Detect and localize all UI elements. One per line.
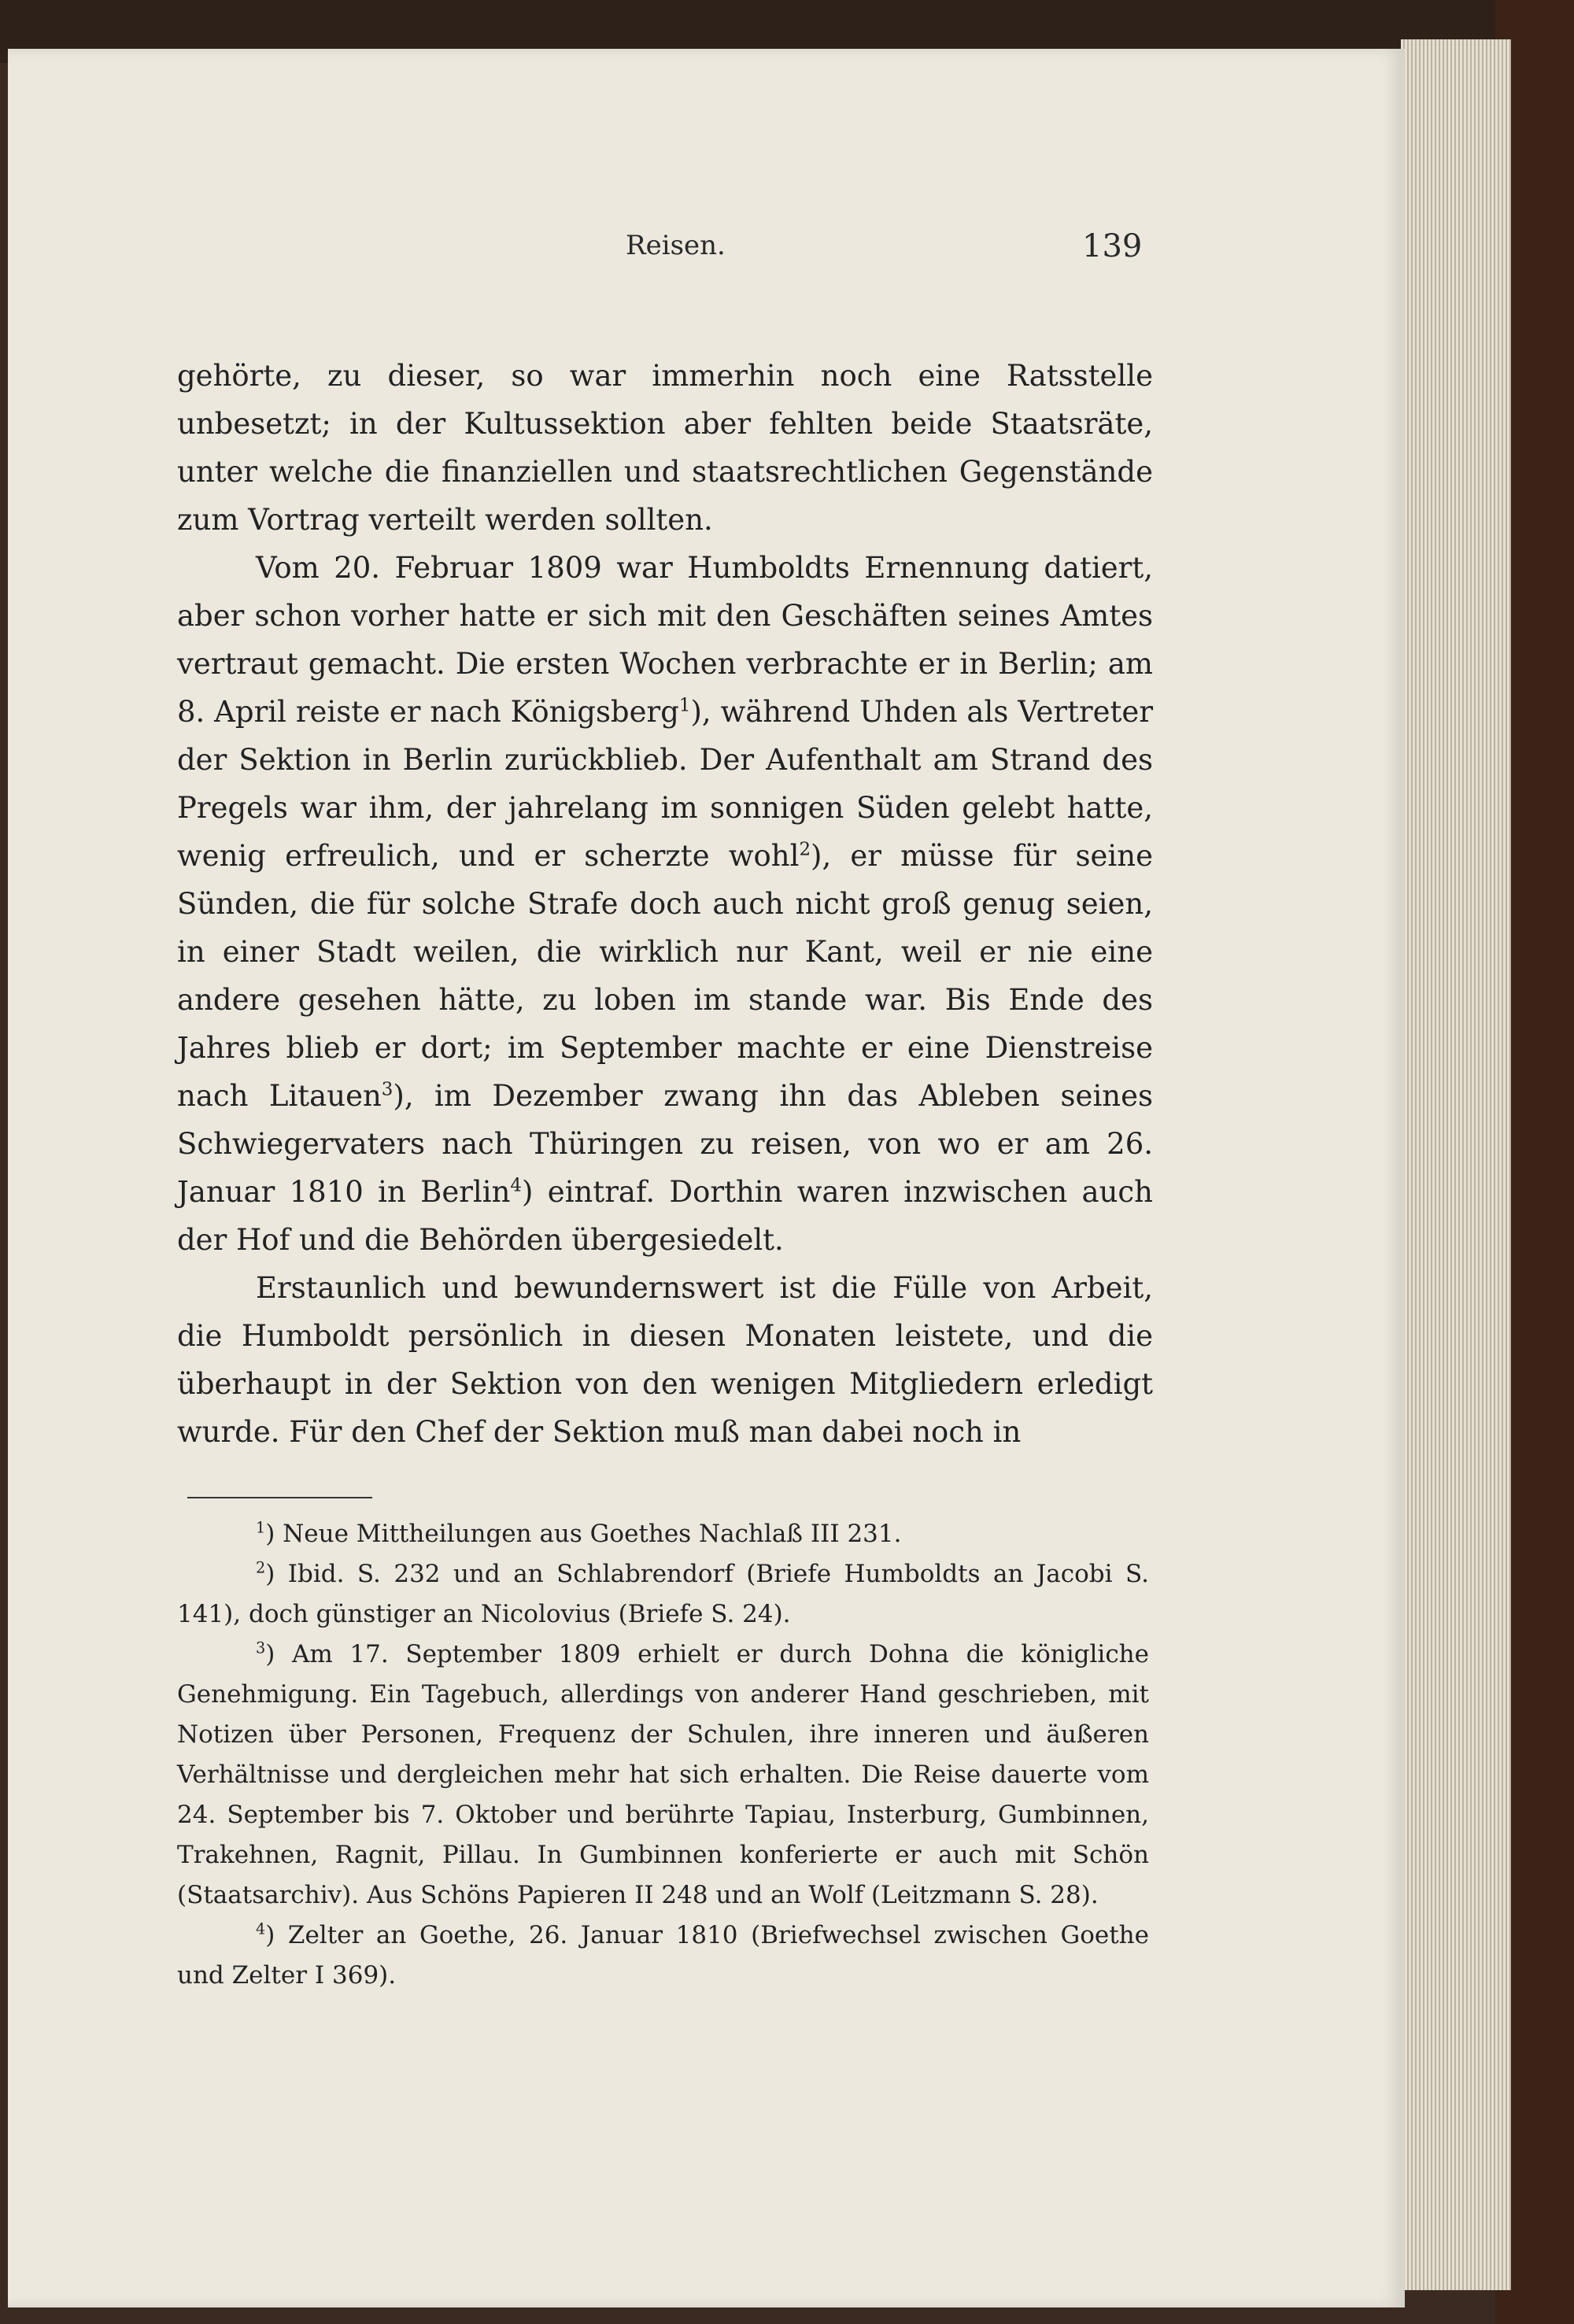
footnote-ref-1: 1 [678,695,691,716]
footnote-4 [177,1916,1149,1996]
paragraph-3: Erstaunlich und bewundernswert ist die Fülle von Arbeit, die Humboldt persönlich in diesen Monaten leistete, und die überhaupt in der Sektion von den wenigen Mitgliedern erledigt wurde. Für den Chef der Sektion muß man dabei noch in [177,1271,1153,1449]
paragraph-1: gehörte, zu dieser, so war immerhin noch eine Ratsstelle unbesetzt; in der Kultussektion aber fehlten beide Staatsräte, unter welche die finanziellen und staatsrechtlichen Gegenstände zum Vortrag verteilt werden sollten. [177,359,1153,537]
footnote-text: ) Zelter an Goethe, 26. Januar 1810 (Briefwechsel zwischen Goethe und Zelter I 369). [177,1921,1149,1990]
footnote-text: ) Am 17. September 1809 erhielt er durch Dohna die königliche Genehmigung. Ein Tagebuch, allerdings von anderer Hand geschrieben, mit Notizen über Personen, Frequenz der Schulen, ihre inneren und äußeren Verhältnisse und dergleichen mehr hat sich erhalten. Die Reise dauerte vom 24. September bis 7. Oktober und berührte Tapiau, Insterburg, Gumbinnen, Trakehnen, Ragnit, Pillau. In Gumbinnen konferierte er auch mit Schön (Staatsarchiv). Aus Schöns Papieren II 248 und an Wolf (Leitzmann S. 28). [177,1640,1149,1909]
page-number: 139 [1082,228,1143,264]
footnote-ref-2: 2 [799,839,811,860]
book-page [8,49,1405,2307]
paragraph-2-part-c: ), er müsse für seine Sünden, die für solche Strafe doch auch nicht groß genug seien, in einer Stadt weilen, die wirklich nur Kant, weil er nie eine andere gesehen hätte, zu loben im stande war. Bis Ende des Jahres blieb er dort; im September machte er eine Dienstreise nach Litauen [177,839,1153,1113]
paragraph-2-part-d: ), im Dezember zwang ihn das Ableben seines Schwiegervaters nach Thüringen zu reisen, von wo er am 26. Januar 1810 in Berlin [177,1079,1153,1209]
body-text [177,352,1153,1456]
footnotes [177,1514,1149,1996]
footnote-mark: 1 [256,1518,266,1537]
paragraph-2-part-e: ) eintraf. Dorthin waren inzwischen auch der Hof und die Behörden übergesiedelt. [177,1175,1153,1257]
page-block-edges [1401,39,1511,2290]
footnote-mark: 2 [256,1558,266,1577]
footnote-mark: 3 [256,1639,266,1657]
footnote-2 [177,1554,1149,1635]
paragraph-2 [177,544,1153,1264]
footnote-3 [177,1635,1149,1916]
footnote-ref-3: 3 [381,1079,394,1100]
footnote-mark: 4 [256,1919,266,1938]
footnote-1 [177,1514,1149,1554]
running-title: Reisen. [626,230,726,261]
footnote-text: ) Neue Mittheilungen aus Goethes Nachlaß III 231. [265,1520,902,1548]
paragraph-2-part-a: Vom 20. Februar 1809 war Humboldts Ernennung datiert, aber schon vorher hatte er sich mit den Geschäften seines Amtes vertraut gemacht. Die ersten Wochen verbrachte er in Berlin; am 8. April reiste er nach Königsberg [177,551,1153,729]
paragraph-2-part-b: ), während Uhden als Vertreter der Sektion in Berlin zurückblieb. Der Aufenthalt am Strand des Pregels war ihm, der jahrelang im sonnigen Süden gelebt hatte, wenig erfreulich, und er scherzte wohl [177,695,1154,873]
footnote-separator-rule [187,1497,372,1498]
footnote-ref-4: 4 [510,1175,523,1196]
footnote-text: ) Ibid. S. 232 und an Schlabrendorf (Briefe Humboldts an Jacobi S. 141), doch günstiger an Nicolovius (Briefe S. 24). [177,1560,1149,1628]
